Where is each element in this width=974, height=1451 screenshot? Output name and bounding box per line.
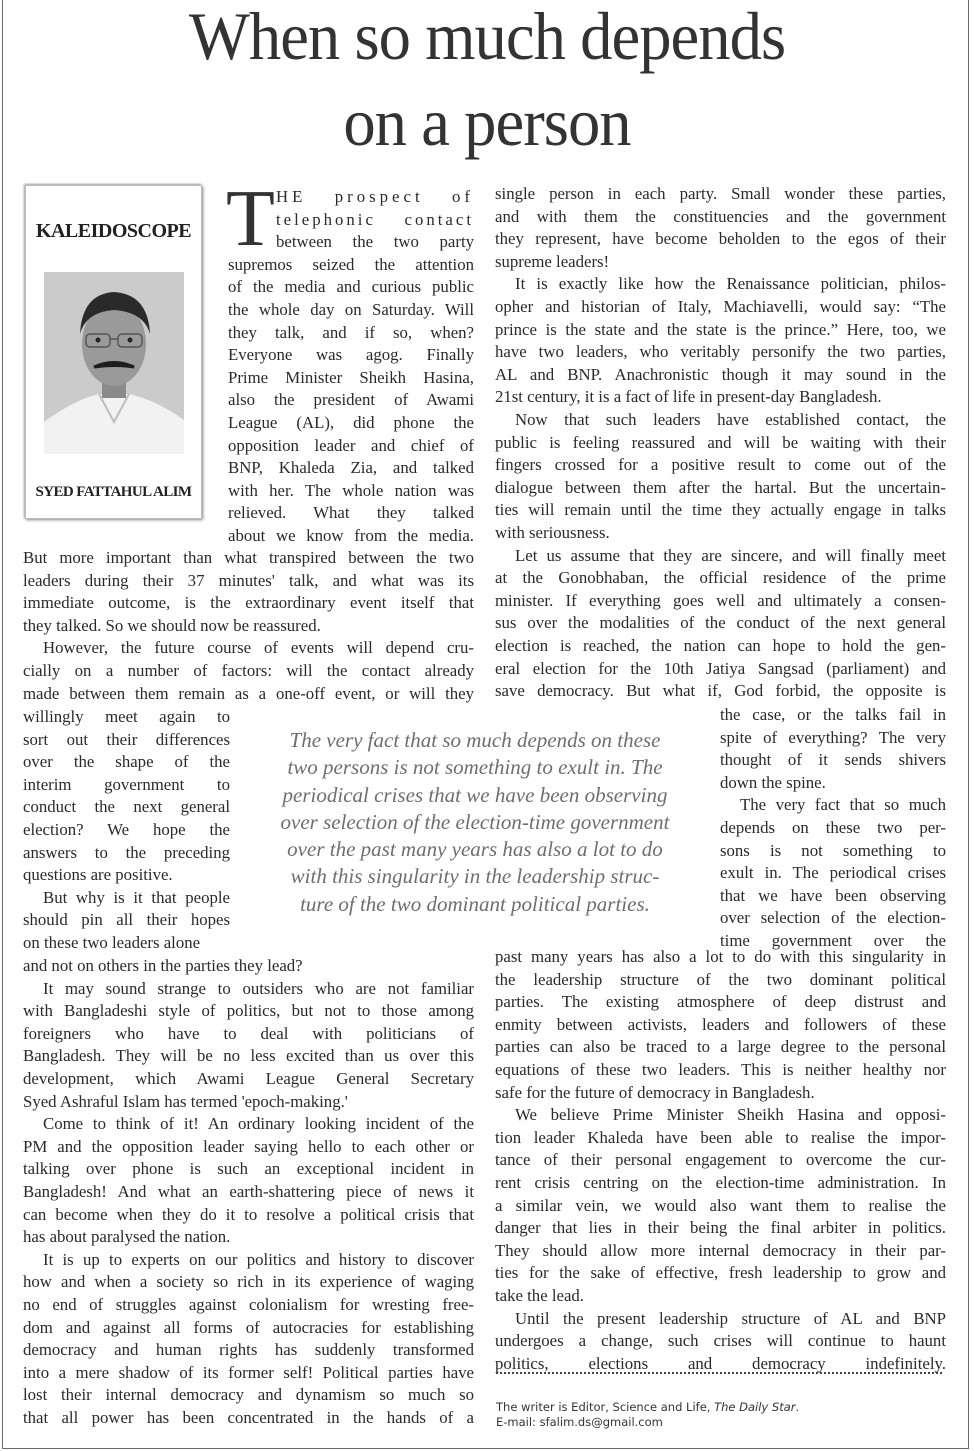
body-text-line: cially on a number of factors: will the contact already (23, 661, 474, 680)
body-text-line: depends on these two per- (720, 818, 946, 837)
body-text-line: willingly meet again to (23, 707, 230, 726)
body-text-line: But more important than what transpired between the two (23, 548, 474, 567)
body-text-line: Prime Minister Sheikh Hasina, (228, 367, 474, 387)
body-text-line: Syed Ashraful Islam has termed 'epoch-making.' (23, 1091, 348, 1111)
body-text-line: sons is not something to (720, 840, 946, 860)
body-text-line: HE prospect of (276, 187, 474, 206)
body-text-line: that all power has been concentrated in the hands of a (23, 1408, 474, 1427)
writer-bio (496, 1400, 799, 1415)
body-text-line: Let us assume that they are sincere, and will finally meet (515, 545, 946, 565)
pull-quote-line: with this singularity in the leadership struc- (290, 864, 660, 889)
body-text-line: relieved. What they talked (228, 503, 474, 523)
body-text-line: eral election for the 10th Jatiya Sangsad (parliament) and (495, 658, 946, 678)
body-text-line: supremos seized the attention (228, 254, 474, 274)
body-text-line: election is reached, the nation can hope to hold the gen- (495, 636, 946, 655)
body-text-line: They should allow more internal democracy in their par- (495, 1240, 946, 1260)
body-text-line: Now that such leaders have established contact, the (515, 410, 946, 429)
body-text-line: talking over phone is such an exceptional incident in (23, 1159, 474, 1179)
body-text-line: It may sound strange to outsiders who are not familiar (43, 978, 474, 998)
body-text-line: League (AL), did phone the (228, 413, 474, 432)
publication-name: The Daily Star (714, 1400, 796, 1414)
writer-email[interactable]: E-mail: sfalim.ds@gmail.com (496, 1415, 663, 1429)
body-text-line: ties for the sake of effective, fresh leadership to grow and (495, 1263, 946, 1283)
body-text-line: tance of their personal engagement to overcome the cur- (495, 1150, 946, 1170)
body-text-line: single person in each party. Small wonder these parties, (495, 184, 946, 203)
body-text-line: Bangladesh. They will be no less excited than us over this (23, 1046, 474, 1066)
body-text-line: into a mere shadow of its former self! Political parties have (23, 1362, 474, 1382)
body-text-line: sus over the modalities of the conduct of the next general (495, 613, 946, 633)
body-text-line: danger that lies in their being the final arbiter in politics. (495, 1218, 946, 1238)
body-text-line: sort out their differences (23, 729, 230, 749)
body-text-line: of the media and curious public (228, 277, 474, 297)
body-text-line: But why is it that people (43, 887, 230, 907)
body-text-line: a similar vein, we would also want them to realise the (495, 1195, 946, 1215)
body-text-line: have two leaders, who veritably personify the two parties, (495, 342, 946, 362)
body-text-line: lost their internal democracy and dynamism so much so (23, 1385, 474, 1405)
body-text-line: and not on others in the parties they lead? (23, 956, 303, 975)
headline-line-1: When so much depends (188, 0, 786, 74)
body-text-line: BNP, Khaleda Zia, and talked (228, 458, 474, 478)
body-text-line: Come to think of it! An ordinary looking incident of the (43, 1114, 474, 1134)
body-text-line: time government over the (720, 931, 946, 950)
pull-quote-line: The very fact that so much depends on these (289, 728, 661, 752)
body-text-line: democracy and human rights has suddenly transformed (23, 1340, 474, 1360)
body-text-line: about we know from the media. (228, 526, 474, 545)
body-text-line: take the lead. (495, 1286, 584, 1305)
body-text-line: minister. If everything goes well and ultimately a consen- (495, 590, 946, 610)
body-text-line: no end of struggles against colonialism for wresting free- (23, 1295, 474, 1314)
body-text-line: enmity between activists, leaders and followers of these (495, 1014, 946, 1034)
pull-quote-line: over the past many years has also a lot to do (287, 837, 663, 862)
body-text-line: undergoes a change, such crises will continue to haunt (495, 1331, 946, 1351)
body-text-line: should pin all their hopes (23, 910, 230, 930)
body-text-line: ties will remain until the time they actually engage in talks (495, 500, 946, 520)
body-text-line: AL and BNP. Anachronistic though it may sound in the (495, 364, 946, 384)
body-text-line: spite of everything? The very (720, 727, 946, 747)
body-text-line: the whole day on Saturday. Will (228, 300, 474, 319)
author-portrait-icon (44, 272, 184, 454)
body-text-line: exult in. The periodical crises (720, 863, 946, 883)
body-text-line: over the shape of the (23, 752, 230, 772)
author-photo (44, 272, 184, 454)
body-text-line: with her. The whole nation was (228, 480, 474, 500)
body-text-line: development, which Awami League General Secretary (23, 1069, 474, 1088)
drop-cap: T (226, 175, 275, 263)
body-text-line: fingers crossed for a positive result to come out of the (495, 455, 946, 475)
body-text-line: supreme leaders! (495, 251, 610, 271)
body-text-line: past many years has also a lot to do with this singularity in (495, 947, 946, 966)
author-name: SYED FATTAHUL ALIM (35, 484, 192, 500)
body-text-line: thought of it sends shivers (720, 750, 946, 770)
body-text-line: leaders during their 37 minutes' talk, and what was its (23, 570, 474, 590)
body-text-line: over selection of the election- (720, 908, 946, 928)
body-text-line: telephonic contact (276, 209, 474, 229)
body-text-line: with Bangladeshi style of politics, but not to those among (23, 1001, 474, 1021)
body-text-line: dialogue between them after the hartal. But the uncertain- (495, 477, 946, 497)
headline-line-2: on a person (343, 84, 631, 160)
byline-box (25, 185, 202, 519)
writer-note (496, 1400, 799, 1430)
body-text-line: equations of these two leaders. This is neither healthy nor (495, 1060, 946, 1079)
pull-quote-line: periodical crises that we have been observing (282, 782, 668, 807)
body-text-line: dom and against all forms of autocracies for establishing (23, 1317, 474, 1337)
body-text-line: conduct the next general (23, 797, 230, 817)
writer-bio-text: The writer is Editor, Science and Life, (496, 1400, 715, 1414)
body-text-line: opposition leader and chief of (228, 435, 474, 455)
body-text-line: the case, or the talks fail in (720, 705, 946, 724)
body-text-line: they talk, and if so, when? (228, 322, 474, 342)
body-text-line: 21st century, it is a fact of life in present-day Bangladesh. (495, 387, 882, 407)
body-text-line: they represent, have become beholden to the egos of their (495, 229, 946, 249)
body-text-line: It is up to experts on our politics and history to discover (43, 1249, 474, 1269)
pull-quote-line: two persons is not something to exult in. The (287, 755, 663, 780)
body-text-line: on these two leaders alone (23, 933, 201, 952)
body-text-line: with seriousness. (495, 523, 610, 542)
body-text-line: tion leader Khaleda have been able to realise the impor- (495, 1127, 946, 1147)
body-text-line: opher and historian of Italy, Machiavelli, would say: “The (495, 297, 946, 316)
body-text-line: Until the present leadership structure of AL and BNP (515, 1308, 946, 1328)
pull-quote-line: ture of the two dominant political parties. (300, 891, 650, 916)
pull-quote-line: over selection of the election-time government (280, 809, 670, 834)
body-text-line: the leadership structure of the two dominant political (495, 969, 946, 989)
body-text-line: election? We hope the (23, 820, 230, 839)
body-text-line: save democracy. But what if, God forbid, the opposite is (495, 681, 946, 701)
body-text-line: that we have been observing (720, 885, 946, 905)
body-text-line: It is exactly like how the Renaissance politician, philos- (515, 274, 946, 294)
body-text-line: they talked. So we should now be reassured. (23, 615, 321, 635)
body-text-line: questions are positive. (23, 865, 173, 885)
body-text-line: public is feeling reassured and will be waiting with their (495, 432, 946, 452)
body-text-line: safe for the future of democracy in Bangladesh. (495, 1082, 815, 1102)
body-text-line: interim government to (23, 774, 230, 794)
writer-bio-suffix: . (795, 1400, 800, 1414)
body-text-line: We believe Prime Minister Sheikh Hasina and opposi- (515, 1105, 946, 1125)
body-text-line: answers to the preceding (23, 842, 230, 862)
body-text-line: foreigners who have to deal with politicians of (23, 1023, 474, 1043)
body-text-line: Bangladesh! And what an earth-shattering piece of news it (23, 1182, 474, 1201)
body-text-line: immediate outcome, is the extraordinary event itself that (23, 593, 474, 613)
body-text-line: parties. The existing atmosphere of deep distrust and (495, 992, 946, 1012)
body-text-line: The very fact that so much (740, 795, 946, 815)
body-text-line: down the spine. (720, 772, 826, 792)
body-text-line: between the two party (276, 232, 474, 252)
dotted-divider (496, 1372, 942, 1374)
body-text-line: rent crisis centring on the election-time administration. In (495, 1173, 946, 1192)
body-text-line: prince is the state and the state is the prince.” Here, too, we (495, 319, 946, 339)
body-text-line: and with them the constituencies and the government (495, 206, 946, 226)
body-text-line: However, the future course of events will depend cru- (43, 638, 474, 658)
body-text-line: parties can also be traced to a large degree to the personal (495, 1037, 946, 1057)
body-text-line: can become when they do it to resolve a political crisis that (23, 1204, 474, 1224)
body-text-line: politics, elections and democracy indefinitely. (495, 1353, 946, 1373)
pull-quote (244, 727, 706, 918)
body-text-line: how and when a society so rich in its experience of waging (23, 1272, 474, 1292)
body-text-line: made between them remain as a one-off event, or will they (23, 683, 474, 703)
body-text-line: also the president of Awami (228, 390, 474, 410)
column-name: KALEIDOSCOPE (35, 220, 192, 242)
body-text-line: has about paralysed the nation. (23, 1227, 231, 1247)
body-text-line: PM and the opposition leader saying hello to each other or (23, 1136, 474, 1156)
body-text-line: at the Gonobhaban, the official residence of the prime (495, 568, 946, 588)
body-text-line: Everyone was agog. Finally (228, 345, 474, 365)
